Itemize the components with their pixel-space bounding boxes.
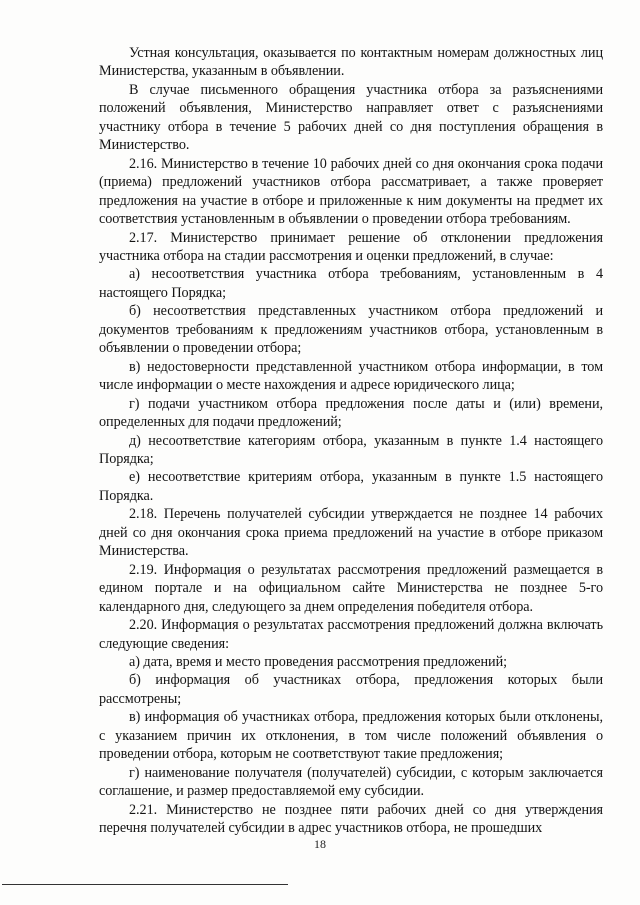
list-item-2-17-e: е) несоответствие критериям отбора, указанным в пункте 1.5 настоящего Порядка. — [99, 469, 603, 504]
paragraph-2-16: 2.16. Министерство в течение 10 рабочих дней со дня окончания срока подачи (приема) предложений участников отбора рассматривает, а также проверяет предложения на участие в отборе и приложенные к ним документы на предмет их соответствия установленным в объявлении о проведении отбора требованиям. — [99, 155, 603, 228]
list-item-2-20-a: а) дата, время и место проведения рассмотрения предложений; — [129, 653, 508, 670]
paragraph-2-20: 2.20. Информация о результатах рассмотрения предложений должна включать следующие сведения: — [99, 617, 603, 652]
page-number: 18 — [314, 837, 326, 851]
list-item-2-17-b: б) несоответствия представленных участником отбора предложений и документов требованиям к предложениям участников отбора, установленным в объявлении о проведении отбора; — [99, 303, 603, 357]
list-item-2-20-v: в) информация об участниках отбора, предложения которых были отклонены, с указанием причин их отклонения, в том числе положений объявления о проведении отбора, которым не соответствуют такие предложения; — [99, 709, 603, 763]
list-item-2-20-b: б) информация об участниках отбора, предложения которых были рассмотрены; — [99, 672, 603, 707]
paragraph-written-request: В случае письменного обращения участника отбора за разъяснениями положений объявления, Министерство направляет ответ с разъяснениями участнику отбора в течение 5 рабочих дней со дня поступления обращения в Министерство. — [99, 81, 603, 154]
list-item-2-17-d: д) несоответствие категориям отбора, указанным в пункте 1.4 настоящего Порядка; — [99, 432, 603, 467]
list-item-2-17-a: а) несоответствия участника отбора требованиям, установленным в 4 настоящего Порядка; — [99, 266, 603, 301]
footer-divider — [2, 884, 288, 885]
list-item-2-17-g: г) подачи участником отбора предложения после даты и (или) времени, определенных для подачи предложений; — [99, 395, 603, 431]
list-item-2-17-v: в) недостоверности представленной участником отбора информации, в том числе информации о месте нахождения и адресе юридического лица; — [99, 358, 603, 394]
list-item-2-20-g: г) наименование получателя (получателей) субсидии, с которым заключается соглашение, и размер предоставляемой ему субсидии. — [99, 764, 603, 800]
paragraph-2-21: 2.21. Министерство не позднее пяти рабочих дней со дня утверждения перечня получателей субсидии в адрес участников отбора, не прошедших — [99, 801, 603, 837]
paragraph-oral-consultation: Устная консультация, оказывается по контактным номерам должностных лиц Министерства, указанным в объявлении. — [99, 45, 603, 80]
paragraph-2-18: 2.18. Перечень получателей субсидии утверждается не позднее 14 рабочих дней со дня окончания срока приема предложений на участие в отборе приказом Министерства. — [99, 506, 603, 560]
paragraph-2-19: 2.19. Информация о результатах рассмотрения предложений размещается в едином портале и на официальном сайте Министерства не позднее 5-го календарного дня, следующего за днем определения победителя отбора. — [99, 561, 603, 615]
document-body — [99, 44, 603, 837]
paragraph-2-17: 2.17. Министерство принимает решение об отклонении предложения участника отбора на стадии рассмотрения и оценки предложений, в случае: — [99, 229, 603, 264]
